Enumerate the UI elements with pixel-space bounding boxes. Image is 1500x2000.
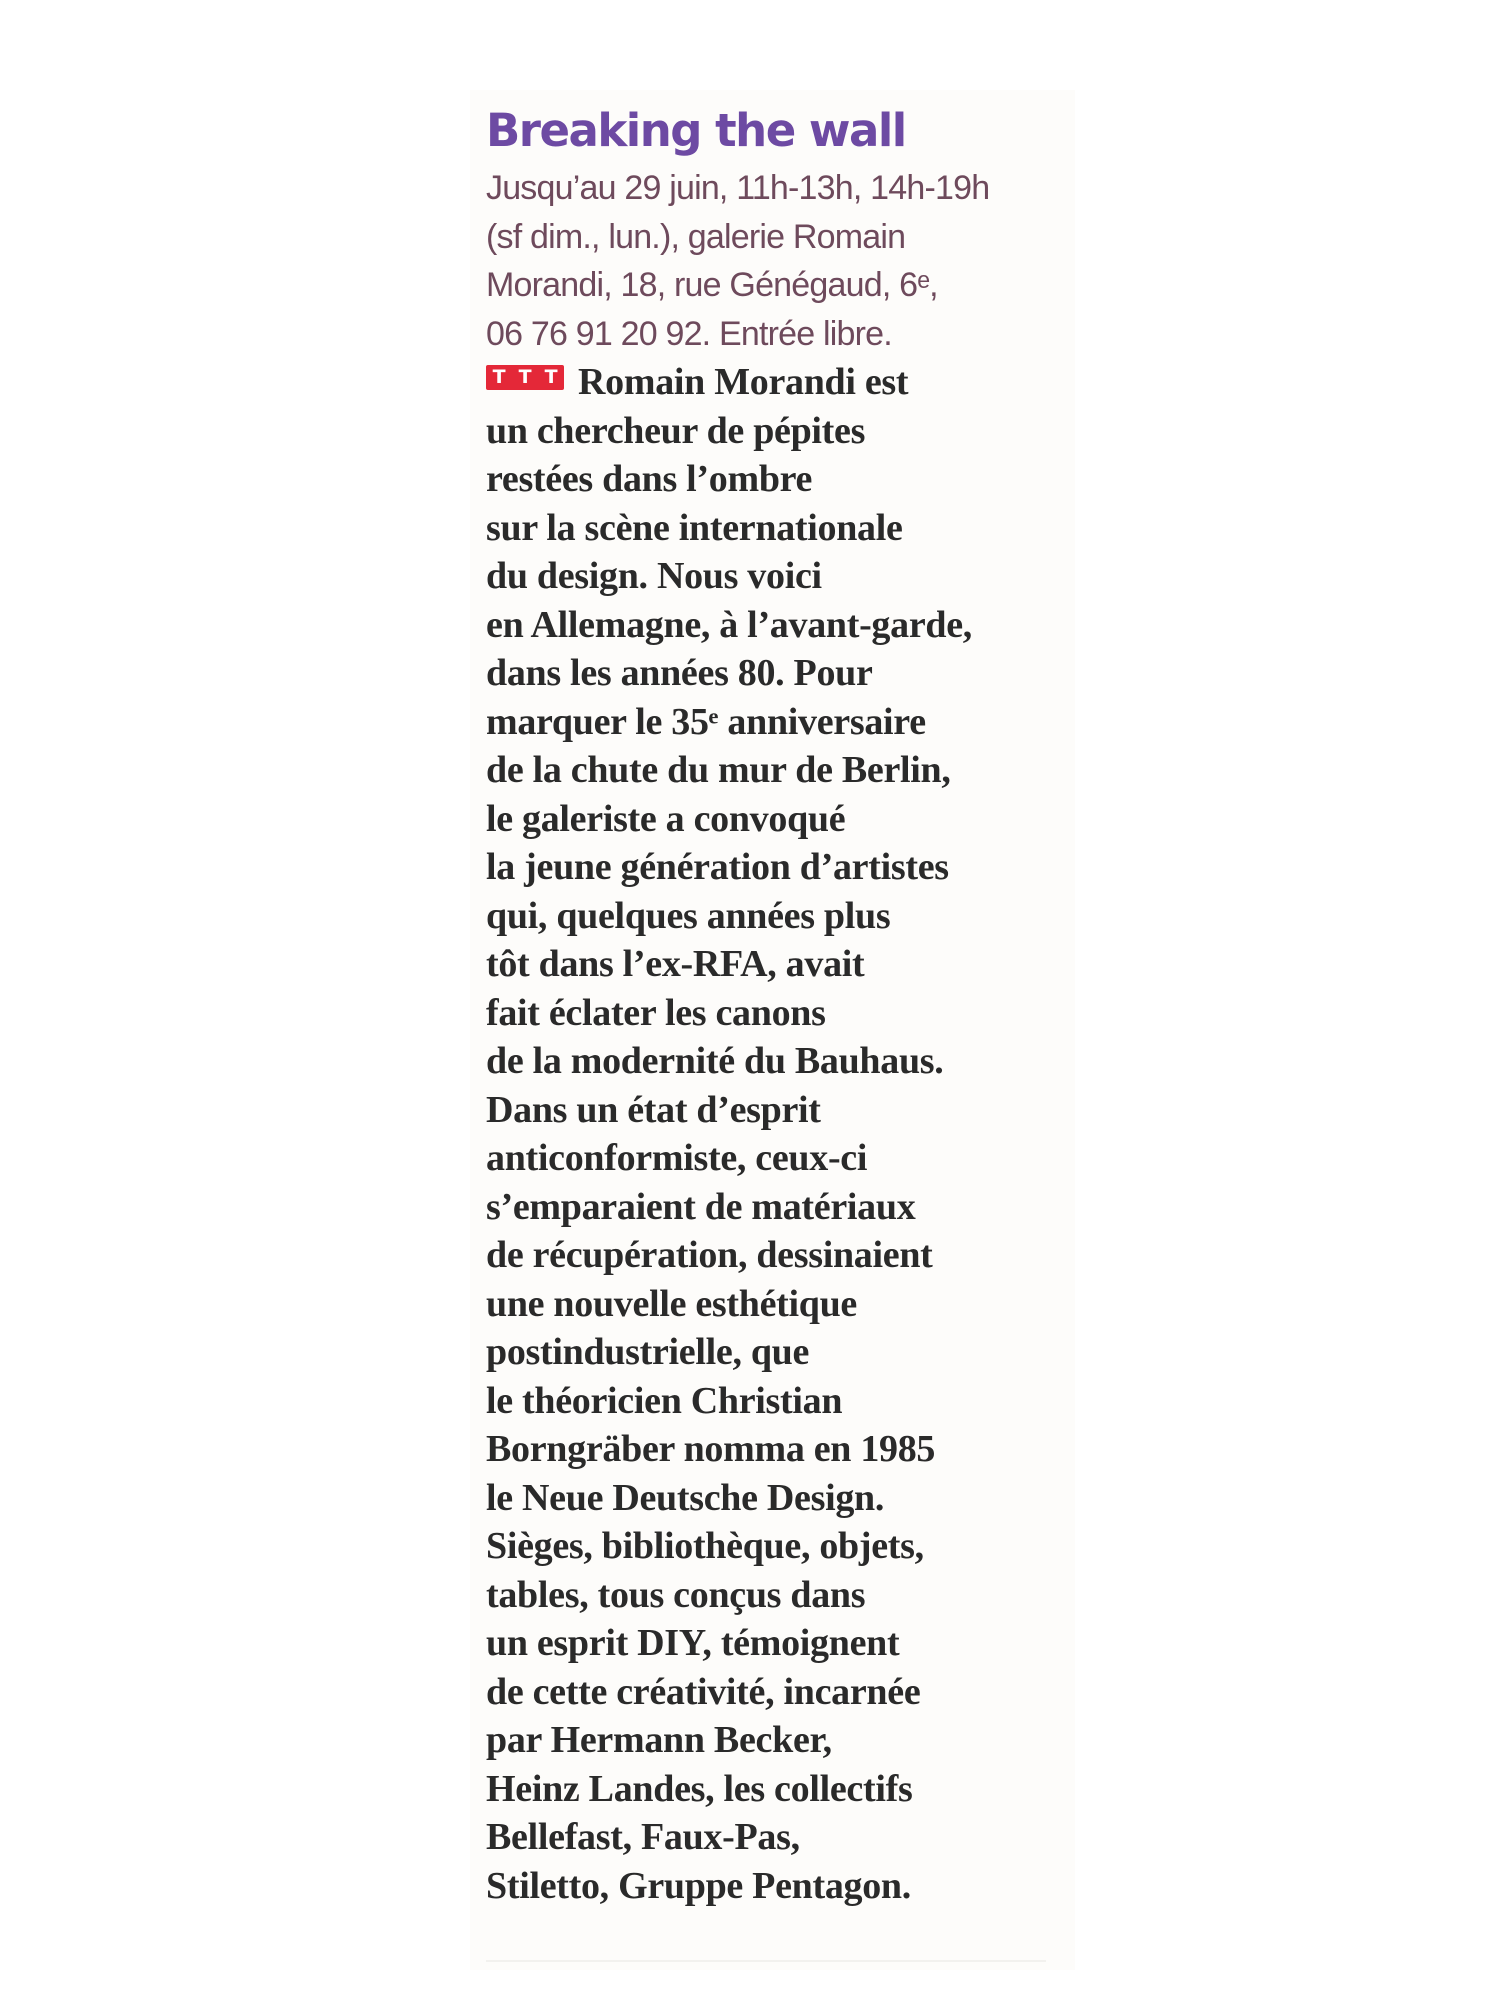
body-line: s’emparaient de matériaux (486, 1185, 916, 1228)
body-line: postindustrielle, que (486, 1331, 810, 1373)
body-line: restées dans l’ombre (486, 458, 813, 500)
body-line: dans les années 80. Pour (486, 652, 873, 694)
body-line: le théoricien Christian (486, 1379, 843, 1422)
body-line: de récupération, dessinaient (486, 1234, 933, 1276)
body-line: de la chute du mur de Berlin, (486, 749, 951, 791)
body-line: Bellefast, Faux-Pas, (486, 1816, 800, 1858)
article-body (486, 358, 1046, 1910)
body-line: un esprit DIY, témoignent (486, 1622, 900, 1664)
body-line: une nouvelle esthétique (486, 1282, 858, 1325)
divider (486, 1960, 1046, 1962)
body-line: le galeriste a convoqué (486, 797, 846, 840)
body-line: Dans un état d’esprit (486, 1088, 821, 1131)
body-line: anticonformiste, ceux-ci (486, 1137, 868, 1179)
rating-badge (486, 365, 564, 390)
article (486, 100, 1046, 1910)
body-line: un chercheur de pépites (486, 409, 866, 452)
body-line: marquer le 35ᵉ anniversaire (486, 700, 926, 743)
body-line: tôt dans l’ex-RFA, avait (486, 943, 865, 985)
body-line: sur la scène internationale (486, 506, 903, 549)
rating-t-icon: T (492, 366, 506, 388)
event-info-line: 06 76 91 20 92. Entrée libre. (486, 314, 892, 353)
body-line: de cette créativité, incarnée (486, 1670, 921, 1713)
body-line: Heinz Landes, les collectifs (486, 1767, 913, 1810)
body-line: le Neue Deutsche Design. (486, 1476, 885, 1519)
body-line: Romain Morandi est (578, 361, 909, 403)
body-line: qui, quelques années plus (486, 894, 891, 937)
body-line: Borngräber nomma en 1985 (486, 1428, 936, 1470)
body-line: la jeune génération d’artistes (486, 846, 949, 888)
rating-t-icon: T (544, 366, 558, 388)
body-line: Sièges, bibliothèque, objets, (486, 1525, 924, 1567)
body-first-line (486, 358, 1046, 407)
body-line: par Hermann Becker, (486, 1719, 832, 1761)
body-line: de la modernité du Bauhaus. (486, 1040, 944, 1082)
article-title: Breaking the wall (486, 104, 906, 157)
body-line: en Allemagne, à l’avant-garde, (486, 603, 973, 646)
event-info-line: (sf dim., lun.), galerie Romain (486, 217, 906, 256)
rating-t-icon: T (518, 366, 532, 388)
event-info-line: Jusqu’au 29 juin, 11h-13h, 14h-19h (486, 169, 990, 207)
event-info-line: Morandi, 18, rue Génégaud, 6ᵉ, (486, 266, 938, 304)
body-line: tables, tous conçus dans (486, 1573, 866, 1616)
event-info (486, 164, 1046, 358)
body-line: du design. Nous voici (486, 555, 822, 597)
body-line: fait éclater les canons (486, 991, 826, 1034)
body-line: Stiletto, Gruppe Pentagon. (486, 1864, 911, 1907)
